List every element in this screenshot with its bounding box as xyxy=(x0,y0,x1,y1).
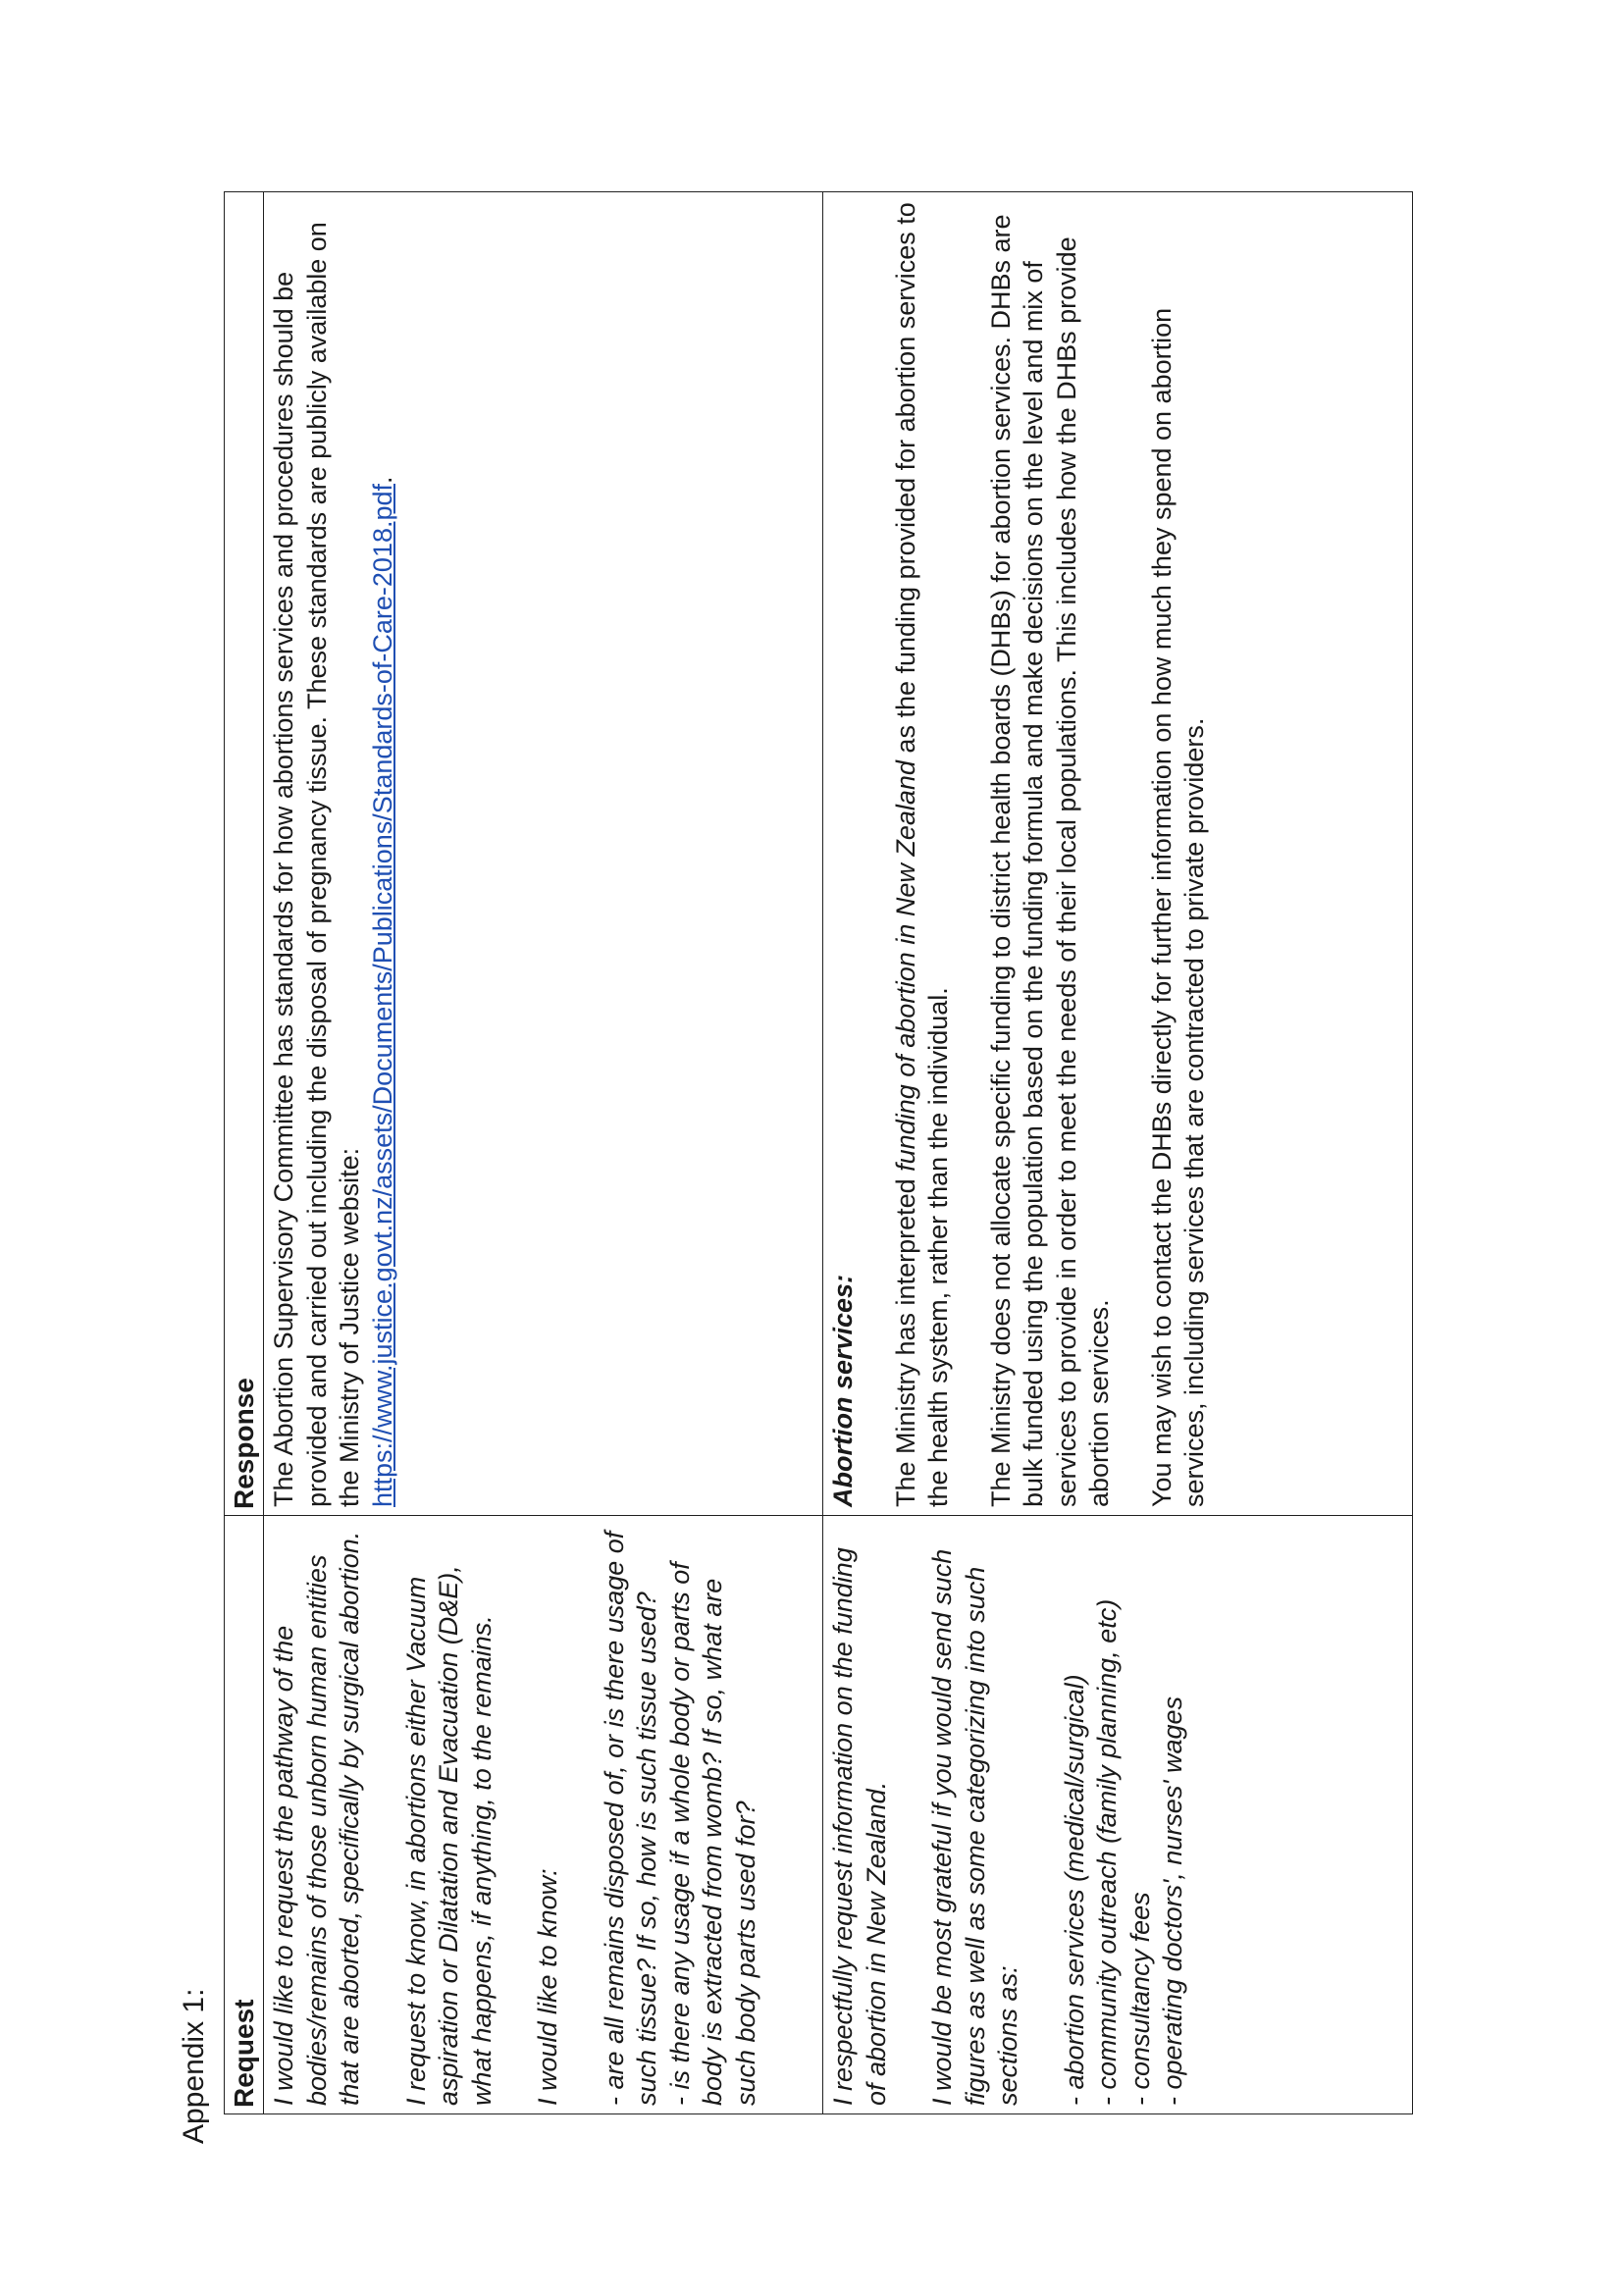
request-response-table xyxy=(224,191,1413,2114)
table-row xyxy=(823,192,1412,2113)
request-bullet: - is there any usage if a whole body or parts of body is extracted from womb? If so, what are such body parts used for? xyxy=(664,1562,760,2106)
response-text: as the funding provided for abortion services to the health system, rather than the individual. xyxy=(890,202,953,1507)
list-item: - abortion services (medical/surgical) xyxy=(1059,1674,1089,2106)
response-cell xyxy=(823,192,1412,1515)
request-paragraph: I respectfully request information on the funding of abortion in New Zealand. xyxy=(828,1547,891,2106)
response-heading: Abortion services: xyxy=(828,1274,858,1507)
rotated-page xyxy=(177,182,1433,2144)
appendix-title: Appendix 1: xyxy=(178,1988,210,2144)
request-paragraph: I request to know, in abortions either Vacuum aspiration or Dilatation and Evacuation (D&E), what happens, if anything, to the remains. xyxy=(400,1565,497,2106)
response-cell xyxy=(264,192,822,1515)
header-request: Request xyxy=(225,1515,263,2113)
table-header-row xyxy=(225,192,264,2113)
request-bullet: - are all remains disposed of, or is there usage of such tissue? If so, how is such tissue used? xyxy=(599,1531,661,2106)
list-item: - consultancy fees xyxy=(1125,1892,1155,2106)
request-paragraph: I would like to request the pathway of the bodies/remains of those unborn human entities that are aborted, specifically by surgical abortion. xyxy=(269,1531,364,2106)
response-text: The Ministry has interpreted xyxy=(890,1171,920,1507)
request-paragraph: I would be most grateful if you would send such figures as well as some categorizing into such sections as: xyxy=(927,1548,1022,2106)
link-suffix: . xyxy=(367,476,397,484)
request-cell xyxy=(264,1515,822,2113)
request-paragraph: I would like to know: xyxy=(533,1868,562,2106)
header-response: Response xyxy=(229,1378,259,1509)
list-item: - operating doctors', nurses' wages xyxy=(1158,1696,1187,2106)
request-cell xyxy=(823,1515,1412,2113)
list-item: - community outreach (family planning, etc) xyxy=(1092,1598,1122,2106)
response-italic-text: funding of abortion in New Zealand xyxy=(890,760,920,1172)
response-paragraph xyxy=(890,200,956,1507)
standards-link[interactable]: https://www.justice.govt.nz/assets/Documents/Publications/Standards-of-Care-2018.pdf xyxy=(367,483,397,1507)
response-text: The Abortion Supervisory Committee has standards for how abortions services and procedures should be provided and carried out including the disposal of pregnancy tissue. These standards are publicly available on the Ministry of Justice website: xyxy=(269,222,364,1507)
response-paragraph xyxy=(268,200,399,1507)
table-row xyxy=(264,192,823,2113)
response-paragraph: The Ministry does not allocate specific funding to district health boards (DHBs) for abortion services. DHBs are bulk funded using the population based on the funding formula and make decisions on the level and mix of services to provide in order to meet the needs of their local populations. This includes how the DHBs provide abortion services. xyxy=(985,214,1114,1507)
response-paragraph: You may wish to contact the DHBs directly for further information on how much they spend on abortion services, including services that are contracted to private providers. xyxy=(1146,307,1209,1507)
